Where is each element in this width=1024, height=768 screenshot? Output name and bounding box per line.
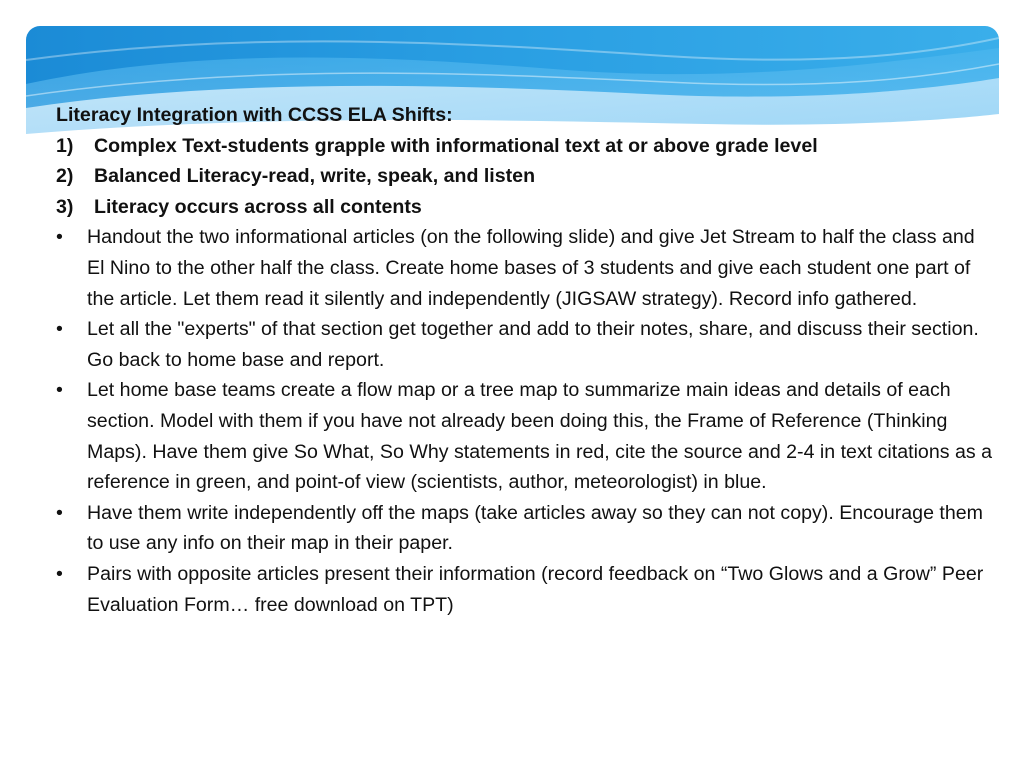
numbered-item-text: Literacy occurs across all contents <box>94 195 422 218</box>
numbered-item-marker: 2) <box>56 165 74 188</box>
bullet-text: Let all the "experts" of that section get together and add to their notes, share, and discuss their section. Go back to home base and report. <box>87 318 979 371</box>
bullet-text: Have them write independently off the maps (take articles away so they can not copy). Encourage them to use any info on their map in their paper. <box>87 501 983 555</box>
bullet-list <box>56 222 996 620</box>
bullet-dot: • <box>56 379 63 402</box>
bullet-dot: • <box>56 562 63 585</box>
numbered-item-marker: 3) <box>56 195 74 218</box>
bullet-dot: • <box>56 501 63 524</box>
slide-heading: Literacy Integration with CCSS ELA Shifts: <box>56 104 453 126</box>
numbered-item-3 <box>56 192 996 223</box>
bullet-item-2 <box>56 314 996 375</box>
slide-body <box>56 100 996 620</box>
bullet-dot: • <box>56 226 63 249</box>
numbered-item-marker: 1) <box>56 134 74 157</box>
bullet-item-1 <box>56 222 996 314</box>
bullet-item-5 <box>56 559 996 620</box>
bullet-text: Pairs with opposite articles present their information (record feedback on “Two Glows and a Grow” Peer Evaluation Form… free download on TPT) <box>87 562 984 616</box>
bullet-text: Handout the two informational articles (on the following slide) and give Jet Stream to half the class and El Nino to the other half the class. Create home bases of 3 students and give each student one part of the article. Let them read it silently and independently (JIGSAW strategy). Record info gathered. <box>87 226 975 310</box>
numbered-item-1 <box>56 131 996 162</box>
bullet-text: Let home base teams create a flow map or a tree map to summarize main ideas and details of each section. Model with them if you have not already been doing this, the Frame of Reference (Thinking Maps). Have them give So What, So Why statements in red, cite the source and 2-4 in text citations as a reference in green, and point-of view (scientists, author, meteorologist) in blue. <box>87 379 992 494</box>
numbered-item-text: Complex Text-students grapple with informational text at or above grade level <box>94 134 818 157</box>
numbered-item-text: Balanced Literacy-read, write, speak, and listen <box>94 165 536 188</box>
bullet-item-3 <box>56 375 996 497</box>
numbered-item-2 <box>56 161 996 192</box>
bullet-dot: • <box>56 318 63 341</box>
bullet-item-4 <box>56 498 996 559</box>
